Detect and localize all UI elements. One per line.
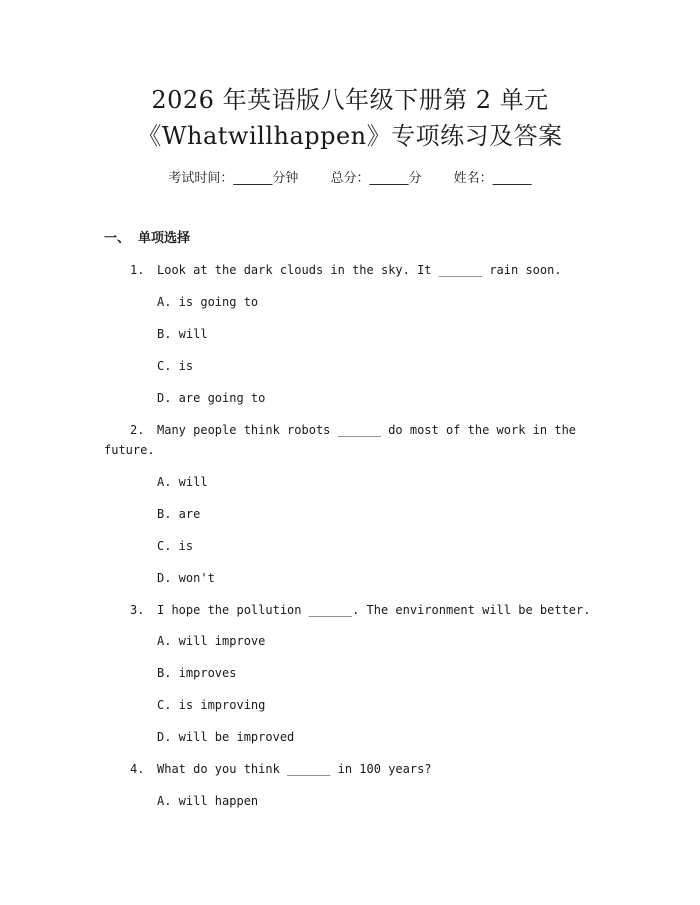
section-number: 一、	[104, 231, 131, 246]
question-text: Look at the dark clouds in the sky. It ______ rain soon.	[157, 263, 562, 277]
document-title-line2: 《Whatwillhappen》专项练习及答案	[137, 122, 563, 150]
question-number: 2.	[130, 423, 145, 437]
question-2-option-c: C. is	[157, 539, 194, 553]
question-3-stem	[130, 600, 590, 620]
question-2-stem-continued: future.	[104, 443, 155, 457]
exam-time	[168, 169, 298, 189]
question-3-option-b: B. improves	[157, 666, 237, 680]
document-title-line1: 2026 年英语版八年级下册第 2 单元	[151, 86, 549, 114]
exam-name	[454, 169, 532, 189]
question-number: 1.	[130, 263, 145, 277]
question-1-option-c: C. is	[157, 359, 194, 373]
exam-time-unit: 分钟	[272, 171, 299, 186]
exam-score-label: 总分：	[330, 171, 370, 186]
section-heading	[104, 229, 190, 249]
exam-time-blank: ______	[233, 171, 273, 186]
exam-time-label: 考试时间：	[168, 171, 234, 186]
question-number: 4.	[130, 762, 145, 776]
exam-score-blank: ______	[369, 171, 409, 186]
question-text: What do you think ______ in 100 years?	[157, 762, 432, 776]
exam-name-label: 姓名：	[453, 171, 493, 186]
question-text: Many people think robots ______ do most of the work in the	[157, 423, 577, 437]
question-2-stem	[130, 420, 576, 440]
question-text: I hope the pollution ______. The environment will be better.	[157, 603, 591, 617]
exam-score	[330, 169, 421, 189]
question-3-option-c: C. is improving	[157, 698, 266, 712]
question-2-option-b: B. are	[157, 507, 201, 521]
question-2-option-a: A. will	[157, 475, 208, 489]
section-title: 单项选择	[138, 231, 191, 246]
question-4-option-a: A. will happen	[157, 794, 259, 808]
question-number: 3.	[130, 603, 145, 617]
question-1-option-a: A. is going to	[157, 295, 259, 309]
question-1-option-b: B. will	[157, 327, 208, 341]
question-4-stem	[130, 759, 432, 779]
question-2-option-d: D. won't	[157, 571, 215, 585]
question-3-option-d: D. will be improved	[157, 730, 295, 744]
question-1-stem	[130, 260, 562, 280]
exam-info	[0, 169, 700, 189]
question-1-option-d: D. are going to	[157, 391, 266, 405]
exam-name-blank: ______	[492, 171, 532, 186]
exam-score-unit: 分	[408, 171, 422, 186]
question-3-option-a: A. will improve	[157, 634, 266, 648]
